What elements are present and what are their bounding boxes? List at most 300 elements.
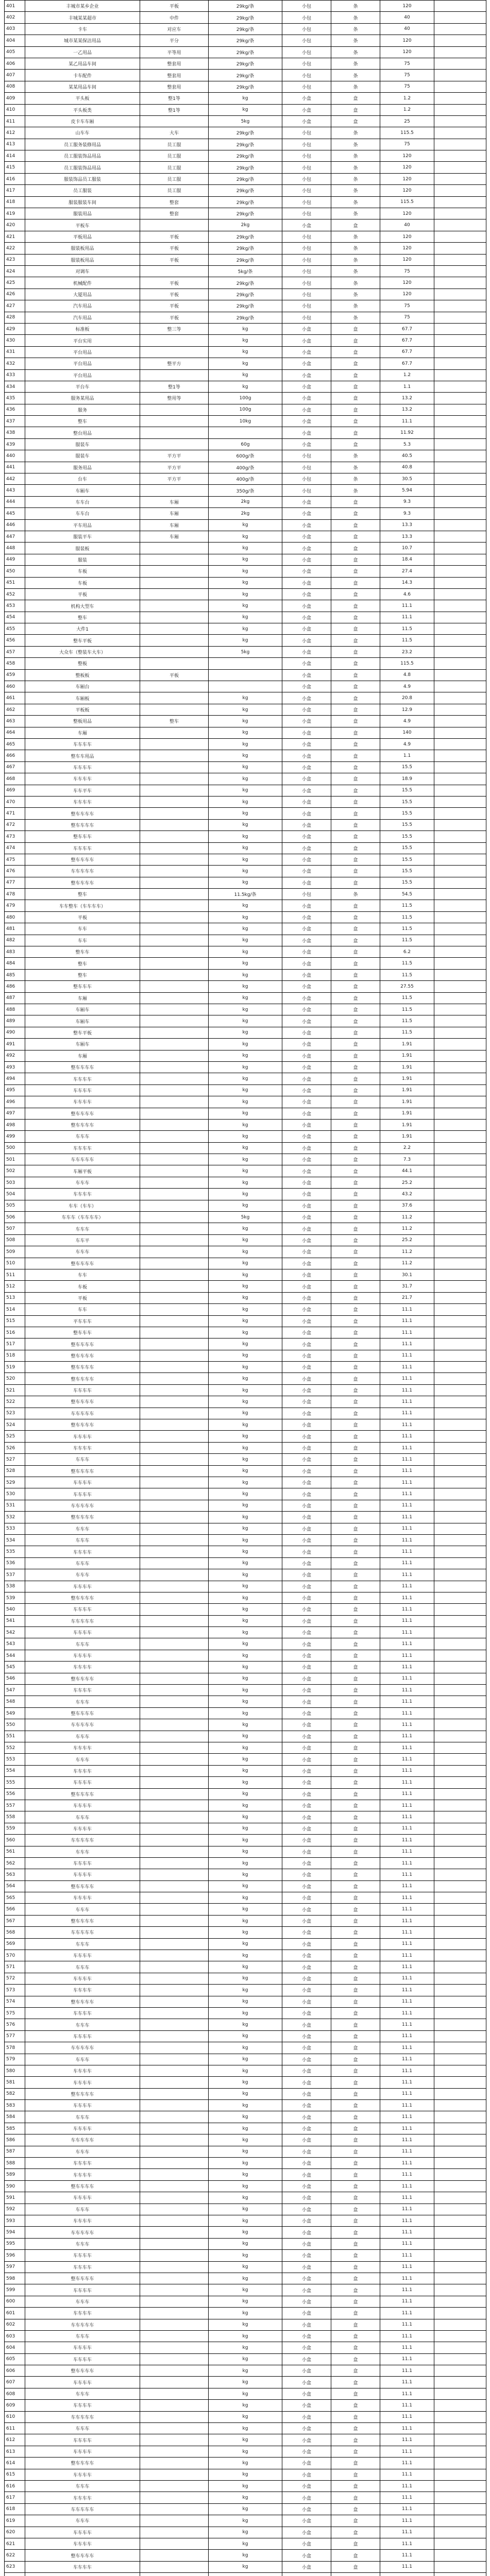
package: 小盒 <box>282 115 331 127</box>
unit: 盒 <box>331 992 380 1004</box>
spec-brand <box>140 2469 209 2480</box>
table-row <box>5 854 486 865</box>
empty-cell <box>434 1096 486 1108</box>
package: 小包 <box>282 300 331 312</box>
row-number: 494 <box>5 1073 25 1084</box>
unit-spec: 29kg/条 <box>209 23 282 35</box>
empty-cell <box>434 635 486 646</box>
package: 小盒 <box>282 1581 331 1592</box>
unit-spec: 29kg/条 <box>209 139 282 150</box>
item-name: 车车车车车 <box>25 1719 140 1731</box>
package: 小盒 <box>282 1638 331 1650</box>
price: 2.2 <box>380 1142 434 1154</box>
price: 11.1 <box>380 1569 434 1581</box>
spec-brand <box>140 2411 209 2422</box>
package: 小盒 <box>282 358 331 369</box>
table-row <box>5 785 486 796</box>
unit-spec: kg <box>209 992 282 1004</box>
price: 4.9 <box>380 716 434 727</box>
row-number: 505 <box>5 1200 25 1211</box>
row-number: 598 <box>5 2273 25 2284</box>
package: 小盒 <box>282 2353 331 2365</box>
spec-brand <box>140 2065 209 2076</box>
empty-cell <box>434 1892 486 1904</box>
row-number: 566 <box>5 1904 25 1915</box>
spec-brand <box>140 427 209 438</box>
table-row <box>5 808 486 819</box>
package: 小盒 <box>282 1846 331 1857</box>
package: 小盒 <box>282 2192 331 2204</box>
unit-spec: kg <box>209 958 282 969</box>
empty-cell <box>434 831 486 842</box>
empty-cell <box>434 1200 486 1211</box>
unit: 盒 <box>331 1523 380 1534</box>
unit-spec: 5kg/条 <box>209 265 282 277</box>
table-row <box>5 958 486 969</box>
unit-spec: kg <box>209 1327 282 1338</box>
spec-brand <box>140 877 209 888</box>
unit-spec: kg <box>209 635 282 646</box>
price: 11.1 <box>380 1650 434 1661</box>
package: 小盒 <box>282 1534 331 1546</box>
spec-brand <box>140 1650 209 1661</box>
unit: 盒 <box>331 1119 380 1130</box>
item-name: 整车车车车 <box>25 2273 140 2284</box>
item-name: 大件1 <box>25 623 140 635</box>
package: 小盒 <box>282 1200 331 1211</box>
table-row <box>5 2319 486 2330</box>
price: 120 <box>380 243 434 254</box>
price: 11.1 <box>380 1315 434 1327</box>
row-number: 467 <box>5 761 25 773</box>
package: 小包 <box>282 473 331 485</box>
table-row <box>5 1707 486 1719</box>
unit: 盒 <box>331 115 380 127</box>
spec-brand <box>140 1015 209 1027</box>
row-number: 616 <box>5 2480 25 2492</box>
unit: 条 <box>331 185 380 196</box>
unit: 盒 <box>331 796 380 807</box>
row-number: 536 <box>5 1557 25 1569</box>
price: 27.55 <box>380 981 434 992</box>
package: 小盒 <box>282 1212 331 1223</box>
table-row <box>5 231 486 242</box>
item-name: 车车车车 <box>25 2434 140 2446</box>
spec-brand <box>140 1546 209 1557</box>
spec-brand <box>140 1212 209 1223</box>
unit: 盒 <box>331 1754 380 1765</box>
package: 小盒 <box>282 692 331 704</box>
unit: 盒 <box>331 358 380 369</box>
price: 11.1 <box>380 2238 434 2249</box>
item-name: 卡车 <box>25 23 140 35</box>
table-row <box>5 2169 486 2180</box>
table-row <box>5 1673 486 1684</box>
empty-cell <box>434 104 486 115</box>
spec-brand: 员工服 <box>140 139 209 150</box>
unit: 盒 <box>331 1800 380 1811</box>
item-name: 车车车车车 <box>25 2042 140 2054</box>
package: 小盒 <box>282 369 331 381</box>
item-name: 车车车车 <box>25 1431 140 1442</box>
row-number: 488 <box>5 1004 25 1015</box>
unit: 盒 <box>331 704 380 715</box>
unit: 盒 <box>331 1627 380 1638</box>
row-number: 612 <box>5 2434 25 2446</box>
item-name: 车车车车 <box>25 2215 140 2227</box>
table-row <box>5 588 486 600</box>
unit: 盒 <box>331 219 380 231</box>
spec-brand <box>140 2134 209 2146</box>
spec-brand <box>140 1119 209 1130</box>
spec-brand <box>140 1835 209 1846</box>
package: 小盒 <box>282 2377 331 2388</box>
package: 小盒 <box>282 1431 331 1442</box>
table-row <box>5 1488 486 1500</box>
table-row <box>5 519 486 531</box>
package: 小盒 <box>282 1650 331 1661</box>
price: 11.1 <box>380 1754 434 1765</box>
package: 小盒 <box>282 2365 331 2377</box>
row-number: 593 <box>5 2215 25 2227</box>
spec-brand: 平板 <box>140 254 209 265</box>
row-number: 409 <box>5 93 25 104</box>
unit-spec: kg <box>209 1131 282 1142</box>
row-number: 588 <box>5 2158 25 2169</box>
unit: 盒 <box>331 1292 380 1303</box>
unit-spec: kg <box>209 773 282 785</box>
package: 小盒 <box>282 2158 331 2169</box>
row-number: 543 <box>5 1638 25 1650</box>
item-name: 平台用品 <box>25 346 140 358</box>
unit-spec: 29kg/条 <box>209 150 282 162</box>
empty-cell <box>434 1373 486 1384</box>
item-name: 车厢板 <box>25 692 140 704</box>
empty-cell <box>434 173 486 184</box>
item-name: 车车车 <box>25 2019 140 2030</box>
package: 小盒 <box>282 543 331 554</box>
package: 小盒 <box>282 2146 331 2157</box>
unit: 盒 <box>331 1488 380 1500</box>
unit-spec: kg <box>209 2388 282 2399</box>
spec-brand <box>140 600 209 612</box>
package: 小盒 <box>282 588 331 600</box>
item-name: 车厢车 <box>25 1004 140 1015</box>
unit: 盒 <box>331 2434 380 2446</box>
price: 140 <box>380 727 434 738</box>
package: 小盒 <box>282 1442 331 1453</box>
unit-spec: kg <box>209 750 282 761</box>
package: 小盒 <box>282 2492 331 2503</box>
row-number: 597 <box>5 2261 25 2273</box>
empty-cell <box>434 969 486 980</box>
table-row <box>5 1915 486 1926</box>
item-name: 车车车车 <box>25 1869 140 1880</box>
item-name: 丰城某某超市 <box>25 12 140 23</box>
row-number: 464 <box>5 727 25 738</box>
empty-cell <box>434 1950 486 1961</box>
table-row <box>5 1442 486 1453</box>
empty-cell <box>434 1073 486 1084</box>
table-row <box>5 2342 486 2353</box>
package: 小盒 <box>282 1015 331 1027</box>
table-row <box>5 716 486 727</box>
unit: 盒 <box>331 2538 380 2549</box>
table-row <box>5 1269 486 1280</box>
price: 11.1 <box>380 1996 434 2007</box>
spec-brand <box>140 2111 209 2123</box>
spec-brand <box>140 2353 209 2365</box>
unit: 盒 <box>331 842 380 854</box>
unit-spec: 29kg/条 <box>209 70 282 81</box>
price: 15.5 <box>380 866 434 877</box>
table-row <box>5 2227 486 2238</box>
empty-cell <box>434 2215 486 2227</box>
table-row <box>5 277 486 289</box>
unit-spec: kg <box>209 2100 282 2111</box>
package: 小盒 <box>282 2527 331 2538</box>
row-number: 423 <box>5 254 25 265</box>
unit-spec: kg <box>209 1857 282 1869</box>
price: 11.1 <box>380 1442 434 1453</box>
table-row <box>5 1777 486 1788</box>
price: 11.1 <box>380 1327 434 1338</box>
price: 1.91 <box>380 1039 434 1050</box>
item-name: 服务某用品 <box>25 393 140 404</box>
item-name: 车车车 <box>25 2238 140 2249</box>
price: 11.1 <box>380 1927 434 1938</box>
empty-cell <box>434 612 486 623</box>
price: 15.5 <box>380 761 434 773</box>
row-number: 463 <box>5 716 25 727</box>
item-name: 整车车车 <box>25 831 140 842</box>
unit: 盒 <box>331 1685 380 1696</box>
spec-brand <box>140 2284 209 2296</box>
row-number: 458 <box>5 658 25 669</box>
table-row <box>5 554 486 565</box>
price: 11.1 <box>380 2296 434 2307</box>
unit: 盒 <box>331 773 380 785</box>
price: 15.5 <box>380 819 434 831</box>
row-number: 472 <box>5 819 25 831</box>
empty-cell <box>434 1408 486 1419</box>
package: 小盒 <box>282 1557 331 1569</box>
unit: 盒 <box>331 1765 380 1776</box>
package: 小包 <box>282 208 331 219</box>
empty-cell <box>434 2030 486 2042</box>
item-name: 车厢车 <box>25 1039 140 1050</box>
price: 11.1 <box>380 1696 434 1707</box>
unit-spec: kg <box>209 1223 282 1234</box>
table-row <box>5 1627 486 1638</box>
unit-spec: kg <box>209 1673 282 1684</box>
item-name: 车车车车车 <box>25 866 140 877</box>
table-row <box>5 1846 486 1857</box>
package: 小盒 <box>282 1281 331 1292</box>
row-number: 610 <box>5 2411 25 2422</box>
unit: 盒 <box>331 1557 380 1569</box>
unit-spec: kg <box>209 1500 282 1511</box>
unit: 盒 <box>331 1408 380 1419</box>
table-row <box>5 2250 486 2261</box>
package: 小盒 <box>282 1569 331 1581</box>
price: 67.7 <box>380 358 434 369</box>
unit: 盒 <box>331 1857 380 1869</box>
spec-brand <box>140 2204 209 2215</box>
row-number: 449 <box>5 554 25 565</box>
row-number: 478 <box>5 889 25 900</box>
spec-brand <box>140 785 209 796</box>
price: 31.7 <box>380 1281 434 1292</box>
spec-brand <box>140 854 209 865</box>
price: 11.1 <box>380 2273 434 2284</box>
spec-brand <box>140 1500 209 1511</box>
spec-brand: 平板 <box>140 1 209 12</box>
unit: 盒 <box>331 1581 380 1592</box>
row-number: 448 <box>5 543 25 554</box>
price: 54.5 <box>380 889 434 900</box>
item-name: 整车车车车 <box>25 1996 140 2007</box>
empty-cell <box>434 1581 486 1592</box>
unit-spec: kg <box>209 2330 282 2342</box>
item-name: 车车车车 <box>25 1685 140 1696</box>
unit-spec: kg <box>209 935 282 946</box>
spec-brand <box>140 2215 209 2227</box>
unit-spec: kg <box>209 1084 282 1096</box>
package: 小盒 <box>282 716 331 727</box>
price: 15.5 <box>380 808 434 819</box>
spec-brand <box>140 2319 209 2330</box>
price: 11.1 <box>380 2561 434 2572</box>
spec-brand <box>140 2158 209 2169</box>
item-name: 车车车车 <box>25 1488 140 1500</box>
unit: 盒 <box>331 2030 380 2042</box>
unit-spec: 29kg/条 <box>209 312 282 323</box>
row-number: 479 <box>5 900 25 911</box>
item-name <box>25 2573 140 2576</box>
empty-cell <box>434 658 486 669</box>
item-name: 车车车车 <box>25 2538 140 2549</box>
price: 25 <box>380 115 434 127</box>
spec-brand <box>140 1362 209 1373</box>
row-number: 420 <box>5 219 25 231</box>
item-name: 车车车 <box>25 1754 140 1765</box>
table-row <box>5 1512 486 1523</box>
table-row <box>5 369 486 381</box>
row-number: 436 <box>5 404 25 415</box>
price: 11.1 <box>380 1800 434 1811</box>
unit: 盒 <box>331 1050 380 1061</box>
unit: 条 <box>331 485 380 496</box>
row-number: 556 <box>5 1788 25 1800</box>
unit: 盒 <box>331 369 380 381</box>
table-row <box>5 1685 486 1696</box>
spec-brand <box>140 808 209 819</box>
empty-cell <box>434 1212 486 1223</box>
unit: 条 <box>331 173 380 184</box>
package: 小盒 <box>282 1546 331 1557</box>
unit: 盒 <box>331 1650 380 1661</box>
unit: 盒 <box>331 2169 380 2180</box>
empty-cell <box>434 2158 486 2169</box>
unit: 盒 <box>331 2480 380 2492</box>
row-number: 534 <box>5 1534 25 1546</box>
price: 15.5 <box>380 831 434 842</box>
item-name: 平车用品 <box>25 519 140 531</box>
unit: 盒 <box>331 2123 380 2134</box>
item-name: 整车车车车 <box>25 1108 140 1119</box>
unit: 条 <box>331 289 380 300</box>
table-row <box>5 866 486 877</box>
item-name: 车车平车 <box>25 785 140 796</box>
unit: 盒 <box>331 2377 380 2388</box>
table-row <box>5 1638 486 1650</box>
table-row <box>5 1338 486 1350</box>
empty-cell <box>434 1777 486 1788</box>
spec-brand <box>140 1777 209 1788</box>
price: 67.7 <box>380 335 434 346</box>
row-number: 502 <box>5 1165 25 1177</box>
item-name: 整车车车车 <box>25 1915 140 1926</box>
item-name: 车车车车 <box>25 1973 140 1984</box>
empty-cell <box>434 2446 486 2457</box>
spec-brand <box>140 1731 209 1742</box>
item-name: 服装饰品员工服装 <box>25 173 140 184</box>
price: 11.1 <box>380 2480 434 2492</box>
unit: 盒 <box>331 1477 380 1488</box>
empty-cell <box>434 739 486 750</box>
table-row <box>5 2054 486 2065</box>
spec-brand: 整三等 <box>140 323 209 334</box>
item-name: 车车车 <box>25 1811 140 1823</box>
package: 小盒 <box>282 335 331 346</box>
empty-cell <box>434 2250 486 2261</box>
unit-spec: kg <box>209 2169 282 2180</box>
unit: 条 <box>331 473 380 485</box>
unit-spec: kg <box>209 1534 282 1546</box>
price: 11.1 <box>380 2284 434 2296</box>
price: 11.1 <box>380 1985 434 1996</box>
unit: 条 <box>331 277 380 289</box>
unit-spec <box>209 658 282 669</box>
package: 小盒 <box>282 1892 331 1904</box>
item-name: 车车车（车车车车） <box>25 1212 140 1223</box>
item-name: 整车车车车 <box>25 1788 140 1800</box>
price: 37.6 <box>380 1200 434 1211</box>
table-row <box>5 2180 486 2192</box>
table-row <box>5 1108 486 1119</box>
unit: 条 <box>331 127 380 139</box>
unit: 盒 <box>331 958 380 969</box>
item-name: 车车车 <box>25 2111 140 2123</box>
price: 5.3 <box>380 438 434 450</box>
table-row <box>5 1788 486 1800</box>
item-name: 服务用品 <box>25 462 140 473</box>
unit: 盒 <box>331 1892 380 1904</box>
row-number: 609 <box>5 2400 25 2411</box>
table-row <box>5 2204 486 2215</box>
package: 小盒 <box>282 2423 331 2434</box>
table-row <box>5 1304 486 1315</box>
spec-brand <box>140 1973 209 1984</box>
empty-cell <box>434 1234 486 1246</box>
item-name: 整车车车车 <box>25 2088 140 2099</box>
spec-brand <box>140 646 209 657</box>
price: 120 <box>380 162 434 173</box>
price: 120 <box>380 173 434 184</box>
package: 小盒 <box>282 658 331 669</box>
price: 7.3 <box>380 1154 434 1165</box>
